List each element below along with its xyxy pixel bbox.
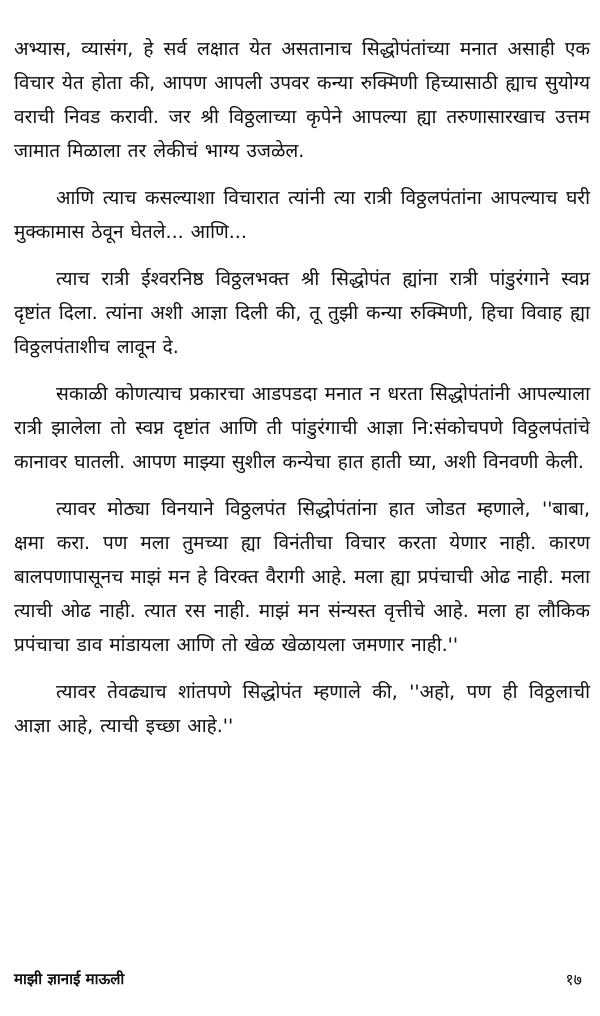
page-body	[14, 32, 590, 743]
paragraph-6: त्यावर तेवढ्याच शांतपणे सिद्धोपंत म्हणाले की, ''अहो, पण ही विठ्ठलाची आज्ञा आहे, त्याची इच्छा आहे.''	[14, 681, 590, 737]
paragraph-2: आणि त्याच कसल्याशा विचारात त्यांनी त्या रात्री विठ्ठलपंतांना आपल्याच घरी मुक्कामास ठेवून घेतले... आणि...	[14, 187, 590, 243]
running-book-title: माझी ज्ञानाई माऊली	[14, 970, 125, 988]
page-number: १७	[565, 970, 582, 989]
paragraph-4: सकाळी कोणत्याच प्रकारचा आडपडदा मनात न धरता सिद्धोपंतांनी आपल्याला रात्री झालेला तो स्वप्न दृष्टांत आणि ती पांडुरंगाची आज्ञा नि:संकोचपणे विठ्ठलपंतांचे कानावर घातली. आपण माझ्या सुशील कन्येचा हात हाती घ्या, अशी विनवणी केली.	[14, 383, 590, 473]
paragraph-3: त्याच रात्री ईश्वरनिष्ठ विठ्ठलभक्त श्री सिद्धोपंत ह्यांना रात्री पांडुरंगाने स्वप्न दृष्टांत दिला. त्यांना अशी आज्ञा दिली की, तू तुझी कन्या रुक्मिणी, हिचा विवाह ह्या विठ्ठलपंताशीच लावून दे.	[14, 268, 590, 358]
paragraph-1: अभ्यास, व्यासंग, हे सर्व लक्षात येत असतानाच सिद्धोपंतांच्या मनात असाही एक विचार येत होता की, आपण आपली उपवर कन्या रुक्मिणी हिच्यासाठी ह्याच सुयोग्य वराची निवड करावी. जर श्री विठ्ठलाच्या कृपेने आपल्या ह्या तरुणासारखाच उत्तम जामात मिळाला तर लेकीचं भाग्य उजळेल.	[14, 38, 590, 162]
page-footer	[14, 965, 582, 993]
paragraph-5: त्यावर मोठ्या विनयाने विठ्ठलपंत सिद्धोपंतांना हात जोडत म्हणाले, ''बाबा, क्षमा करा. पण मला तुमच्या ह्या विनंतीचा विचार करता येणार नाही. कारण बालपणापासूनच माझं मन हे विरक्त वैरागी आहे. मला ह्या प्रपंचाची ओढ नाही. मला त्याची ओढ नाही. त्यात रस नाही. माझं मन संन्यस्त वृत्तीचे आहे. मला हा लौकिक प्रपंचाचा डाव मांडायला आणि तो खेळ खेळायला जमणार नाही.''	[14, 498, 590, 656]
